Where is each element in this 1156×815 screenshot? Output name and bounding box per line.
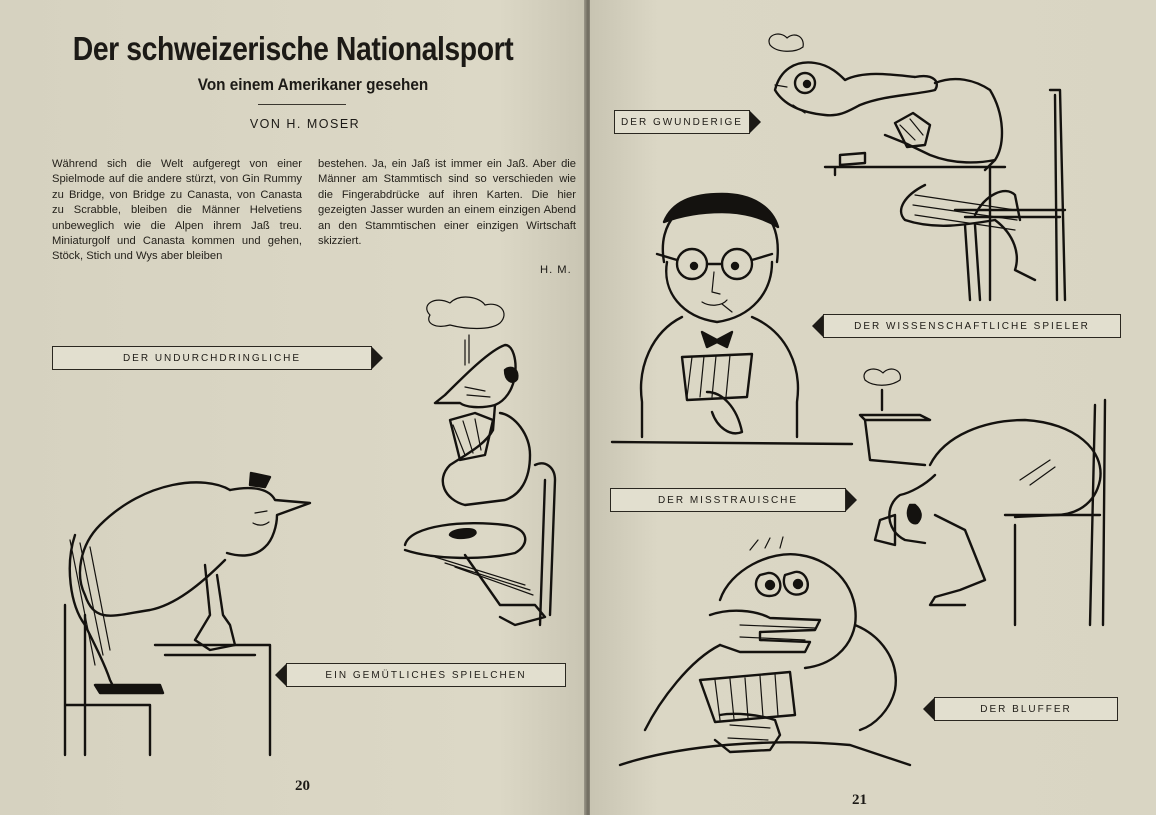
subtitle-rule bbox=[258, 104, 346, 105]
label-bluffer bbox=[934, 697, 1118, 721]
label-text: DER WISSENSCHAFTLICHE SPIELER bbox=[854, 320, 1090, 332]
byline: VON H. MOSER bbox=[249, 117, 361, 131]
smoking-man-illustration bbox=[405, 295, 580, 645]
page-number-right: 21 bbox=[852, 792, 867, 808]
label-undurchdringliche bbox=[52, 346, 372, 370]
paragraph-2: bestehen. Ja, ein Jaß ist immer ein Jaß. Aber die Männer am Stammtisch sind so verschieden wie die Fingerabdrücke auf ihren Karten. Die hier gezeigten Jasser wurden an einem einzigen Abend an den Stammtischen einer einzigen Wirtschaft skizziert. bbox=[318, 158, 576, 248]
label-gwunderige bbox=[614, 110, 750, 134]
text-column-2 bbox=[318, 157, 576, 249]
text-column-1 bbox=[52, 157, 302, 265]
label-text: DER BLUFFER bbox=[980, 703, 1072, 715]
bluffer-illustration bbox=[620, 540, 940, 770]
article-subtitle: Von einem Amerikaner gesehen bbox=[197, 75, 429, 94]
label-misstrauische bbox=[610, 488, 846, 512]
label-text: DER UNDURCHDRINGLICHE bbox=[122, 352, 302, 364]
label-text: DER GWUNDERIGE bbox=[621, 116, 743, 128]
label-wissenschaftliche bbox=[823, 314, 1121, 338]
man-leaning-illustration bbox=[55, 465, 325, 765]
label-text: DER MISSTRAUISCHE bbox=[657, 494, 799, 506]
signature: H. M. bbox=[540, 264, 572, 276]
page-number-left: 20 bbox=[295, 778, 310, 794]
right-page bbox=[590, 0, 1156, 815]
paragraph-1: Während sich die Welt aufgeregt von einer Spielmode auf die andere stürzt, von Gin Rummy zu Bridge, von Bridge zu Canasta, von Canasta zu Scrabble, bleiben die Männer Helvetiens unbeweglich wie die Alpen ihrem Jaß treu. Miniaturgolf und Canasta kommen und gehen, Stöck, Stich und Wys aber bleiben bbox=[52, 158, 302, 263]
label-gemuetlich bbox=[286, 663, 566, 687]
label-text: EIN GEMÜTLICHES SPIELCHEN bbox=[325, 669, 527, 681]
article-title: Der schweizerische Nationalsport bbox=[72, 30, 514, 67]
scientist-player-illustration bbox=[612, 192, 852, 462]
